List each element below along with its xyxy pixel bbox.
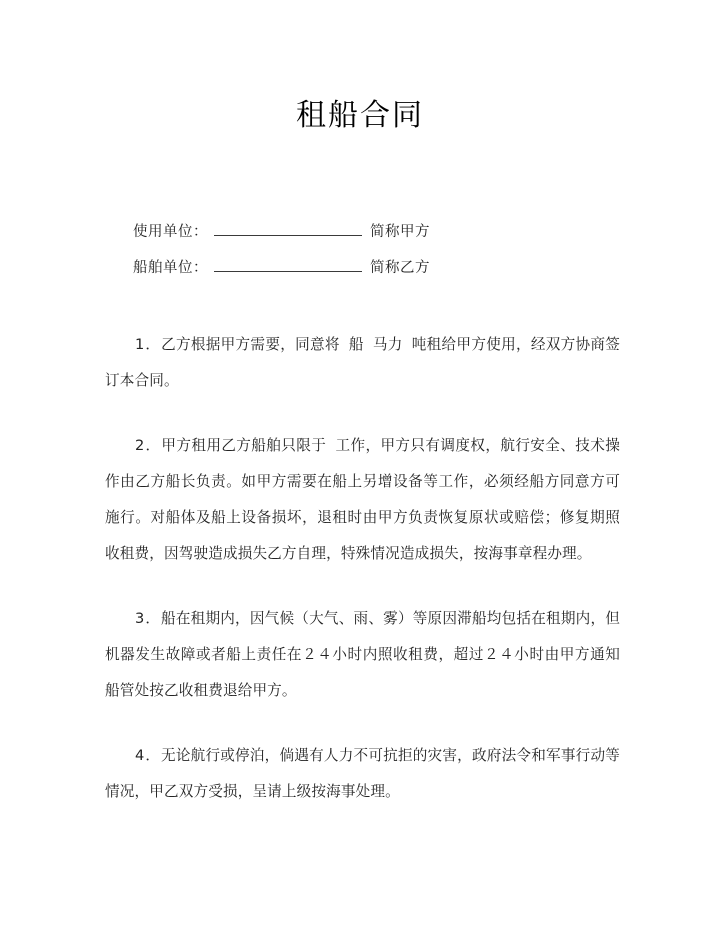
party-suffix-party-b: 简称乙方: [370, 260, 430, 276]
party-fields-block: [133, 220, 633, 292]
clause-number-1: 1．: [135, 336, 162, 353]
clause-list: [105, 327, 620, 810]
clause-text-1-mid-2: 马力: [372, 336, 403, 353]
clause-text-1-mid-1: 船: [348, 336, 364, 353]
party-suffix-party-a: 简称甲方: [370, 224, 430, 240]
party-label-user-unit: 使用单位：: [133, 224, 208, 240]
party-blank-user-unit[interactable]: [214, 220, 362, 236]
clause-number-3: 3．: [135, 610, 162, 627]
clause-text-1-after: 吨租给甲方使用，经双方协商签订本合同。: [105, 336, 620, 389]
clause-text-3: 船在租期内，因气候（大气、雨、雾）等原因滞船均包括在租期内，但机器发生故障或者船上责任在２４小时内照收租费，超过２４小时由甲方通知船管处按乙收租费退给甲方。: [105, 610, 620, 699]
clause-item-3: [105, 601, 620, 709]
clause-number-2: 2．: [135, 437, 162, 454]
clause-number-4: 4．: [135, 747, 162, 764]
party-label-vessel-unit: 船舶单位：: [133, 260, 208, 276]
clause-item-4: [105, 738, 620, 810]
clause-text-2-before: 甲方租用乙方船舶只限于: [161, 437, 327, 454]
clause-text-2-after: 工作，甲方只有调度权，航行安全、技术操作由乙方船长负责。如甲方需要在船上另增设备等工作，必须经船方同意方可施行。对船体及船上设备损坏，退租时由甲方负责恢复原状或赔偿；修复期照收租费，因驾驶造成损失乙方自理，特殊情况造成损失，按海事章程办理。: [105, 437, 620, 562]
clause-item-2: [105, 428, 620, 572]
party-blank-vessel-unit[interactable]: [214, 256, 362, 272]
clause-item-1: [105, 327, 620, 399]
clause-text-4: 无论航行或停泊，倘遇有人力不可抗拒的灾害，政府法令和军事行动等情况，甲乙双方受损，呈请上级按海事处理。: [105, 747, 620, 800]
clause-text-1-before: 乙方根据甲方需要，同意将: [161, 336, 340, 353]
party-row-first: [133, 220, 633, 256]
party-row-second: [133, 256, 633, 292]
document-title: 租船合同: [296, 98, 424, 134]
